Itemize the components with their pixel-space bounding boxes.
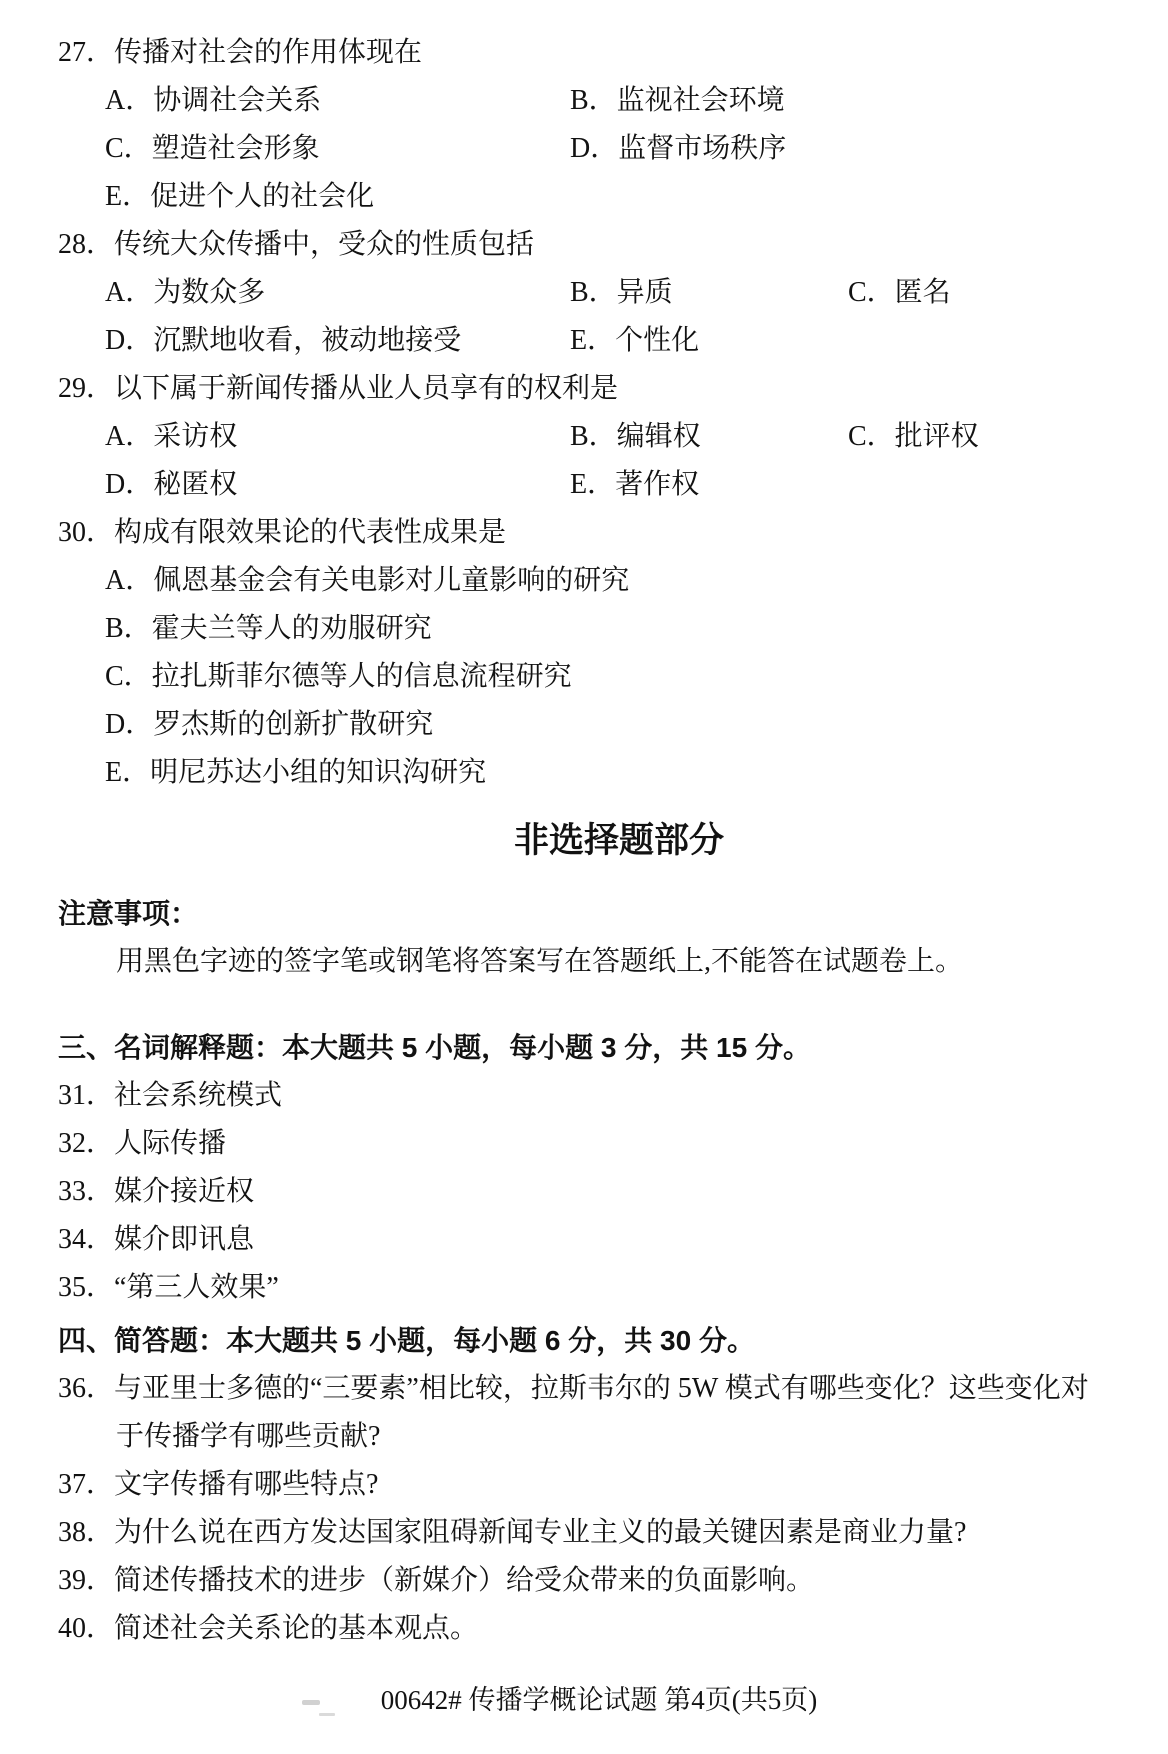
question-30-options-row <box>58 557 1140 605</box>
question-number: 27． <box>58 37 115 68</box>
option-27-b: B．监视社会环境 <box>570 85 785 116</box>
question-28-stem <box>58 221 1140 269</box>
question-text: 传统大众传播中，受众的性质包括 <box>114 229 535 260</box>
question-30-options-row <box>58 701 1140 749</box>
item-32: 32．人际传播 <box>58 1128 227 1159</box>
page-footer: 00642# 传播学概论试题 第4页(共5页) <box>380 1685 818 1715</box>
scan-artifact <box>302 1700 320 1705</box>
question-number: 28． <box>58 229 115 260</box>
question-28-options-row <box>58 269 1140 317</box>
option-28-a: A．为数众多 <box>105 277 266 308</box>
question-text: 传播对社会的作用体现在 <box>114 37 423 68</box>
option-29-d: D．秘匿权 <box>105 469 238 500</box>
item-34: 34．媒介即讯息 <box>58 1224 255 1255</box>
item-37: 37．文字传播有哪些特点? <box>58 1469 379 1500</box>
section-heading-non-mc: 非选择题部分 <box>513 821 724 860</box>
option-28-b: B．异质 <box>570 277 673 308</box>
question-27-stem <box>58 29 1140 77</box>
option-28-c: C．匿名 <box>848 277 951 308</box>
question-text: 以下属于新闻传播从业人员享有的权利是 <box>114 373 619 404</box>
option-30-a: A．佩恩基金会有关电影对儿童影响的研究 <box>105 565 630 596</box>
question-text: 构成有限效果论的代表性成果是 <box>114 517 507 548</box>
item-40: 40．简述社会关系论的基本观点。 <box>58 1613 479 1644</box>
item-38: 38．为什么说在西方发达国家阻碍新闻专业主义的最关键因素是商业力量? <box>58 1517 967 1548</box>
option-30-b: B．霍夫兰等人的劝服研究 <box>105 613 432 644</box>
option-28-e: E．个性化 <box>570 325 700 356</box>
item-36-line-1: 36．与亚里士多德的“三要素”相比较，拉斯韦尔的 5W 模式有哪些变化？这些变化对 <box>58 1373 1089 1404</box>
option-29-b: B．编辑权 <box>570 421 701 452</box>
option-29-a: A．采访权 <box>105 421 238 452</box>
question-29-options-row <box>58 461 1140 509</box>
item-31: 31．社会系统模式 <box>58 1080 283 1111</box>
question-28-options-row <box>58 317 1140 365</box>
item-39: 39．简述传播技术的进步（新媒介）给受众带来的负面影响。 <box>58 1565 815 1596</box>
option-27-d: D．监督市场秩序 <box>570 133 787 164</box>
option-27-e: E．促进个人的社会化 <box>105 181 375 212</box>
option-30-e: E．明尼苏达小组的知识沟研究 <box>105 757 487 788</box>
option-29-c: C．批评权 <box>848 421 979 452</box>
question-30-options-row <box>58 749 1140 797</box>
question-29-stem <box>58 365 1140 413</box>
item-35: 35．“第三人效果” <box>58 1272 279 1303</box>
question-27-options-row <box>58 77 1140 125</box>
question-30-stem <box>58 509 1140 557</box>
option-29-e: E．著作权 <box>570 469 700 500</box>
notice-title: 注意事项： <box>58 898 199 929</box>
notice-body: 用黑色字迹的签字笔或钢笔将答案写在答题纸上,不能答在试题卷上。 <box>116 946 964 977</box>
question-number: 30． <box>58 517 115 548</box>
question-27-options-row <box>58 173 1140 221</box>
section-3-title: 三、名词解释题：本大题共 5 小题，每小题 3 分，共 15 分。 <box>58 1032 811 1063</box>
question-27-options-row <box>58 125 1140 173</box>
question-30-options-row <box>58 605 1140 653</box>
option-27-a: A．协调社会关系 <box>105 85 322 116</box>
item-36-line-2: 于传播学有哪些贡献? <box>116 1421 381 1452</box>
option-28-d: D．沉默地收看，被动地接受 <box>105 325 462 356</box>
option-27-c: C．塑造社会形象 <box>105 133 320 164</box>
section-4-title: 四、简答题：本大题共 5 小题，每小题 6 分，共 30 分。 <box>58 1325 755 1356</box>
question-29-options-row <box>58 413 1140 461</box>
question-30-options-row <box>58 653 1140 701</box>
question-number: 29． <box>58 373 115 404</box>
option-30-c: C．拉扎斯菲尔德等人的信息流程研究 <box>105 661 572 692</box>
item-33: 33．媒介接近权 <box>58 1176 255 1207</box>
option-30-d: D．罗杰斯的创新扩散研究 <box>105 709 434 740</box>
